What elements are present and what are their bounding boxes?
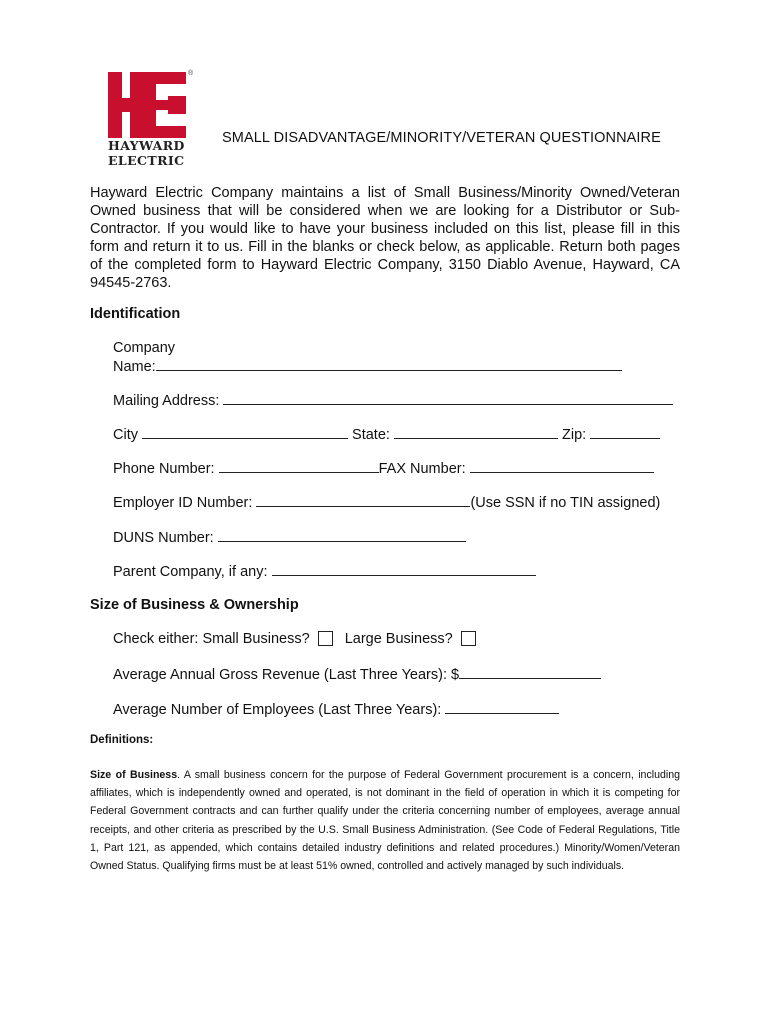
duns-field[interactable] [218,529,466,542]
revenue-field[interactable] [459,666,601,679]
city-label: City [113,427,138,443]
definition-term: Size of Business [90,769,178,781]
employees-field[interactable] [445,701,559,714]
logo-line-1: HAYWARD [108,138,185,153]
phone-field[interactable] [219,460,379,473]
company-name-label: Name: [113,359,156,375]
parent-company-row [113,563,536,580]
company-label-line1: Company [113,340,176,356]
definitions-heading: Definitions: [90,734,154,746]
size-ownership-heading: Size of Business & Ownership [90,597,299,613]
he-logo-mark [108,70,194,140]
phone-fax-row [113,460,654,477]
employer-id-label: Employer ID Number: [113,495,253,511]
company-name-field[interactable] [156,358,622,371]
employer-id-note: (Use SSN if no TIN assigned) [470,495,661,511]
phone-label: Phone Number: [113,461,215,477]
definitions-paragraph [90,766,680,875]
business-size-row [113,631,476,647]
state-field[interactable] [394,426,558,439]
mailing-address-label: Mailing Address: [113,393,220,409]
duns-label: DUNS Number: [113,530,214,546]
small-business-label: Check either: Small Business? [113,631,310,647]
small-business-checkbox[interactable] [318,631,333,646]
revenue-label: Average Annual Gross Revenue (Last Three Years): $ [113,667,460,683]
large-business-checkbox[interactable] [461,631,476,646]
large-business-label: Large Business? [344,631,453,647]
duns-row [113,529,466,546]
company-name-row [113,358,622,375]
city-field[interactable] [142,426,348,439]
mailing-address-row [113,392,673,409]
logo-line-2: ELECTRIC [108,153,185,168]
logo-wordmark [108,138,198,168]
revenue-row [113,666,601,683]
employees-row [113,701,559,718]
page-title: SMALL DISADVANTAGE/MINORITY/VETERAN QUESTIONNAIRE [222,130,661,146]
identification-heading: Identification [90,306,181,322]
intro-paragraph: Hayward Electric Company maintains a list of Small Business/Minority Owned/Veteran Owned business that will be considered when we are looking for a Distributor or Sub-Contractor. If you would like to have your business included on this list, please fill in this form and return it to us. Fill in the blanks or check below, as applicable. Return both pages of the completed form to Hayward Electric Company, 3150 Diablo Avenue, Hayward, CA 94545-2763. [90,185,680,291]
registered-mark: ® [188,70,194,77]
fax-field[interactable] [470,460,654,473]
mailing-address-field[interactable] [223,392,673,405]
definition-text: . A small business concern for the purpose of Federal Government procurement is a concern, including affiliates, which is independently owned and operated, is not dominant in the field of operation in which it is competing for Federal Government contracts and can further qualify under the criteria concerning number of employees, average annual receipts, and other criteria as prescribed by the U.S. Small Business Administration. (See Code of Federal Regulations, Title 1, Part 121, as appended, which contains detailed industry definitions and related procedures.) Minority/Women/Veteran Owned Status. Qualifying firms must be at least 51% owned, controlled and actively managed by such individuals. [90,769,681,873]
zip-label: Zip: [562,427,587,443]
zip-field[interactable] [590,426,660,439]
employees-label: Average Number of Employees (Last Three Years): [113,702,442,718]
parent-company-label: Parent Company, if any: [113,564,268,580]
fax-label: FAX Number: [378,461,466,477]
state-label: State: [352,427,390,443]
employer-id-row [113,494,660,511]
parent-company-field[interactable] [272,563,536,576]
employer-id-field[interactable] [256,494,470,507]
city-state-zip-row [113,426,660,443]
